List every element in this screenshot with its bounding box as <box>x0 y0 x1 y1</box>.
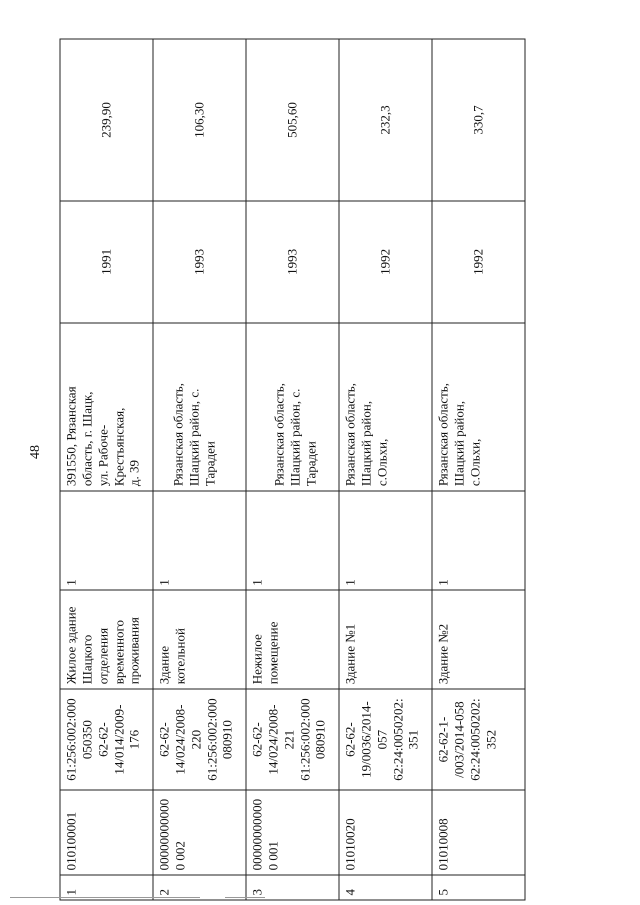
cadastral-line: 176 <box>126 729 142 749</box>
name-line: Шацкого <box>78 634 94 684</box>
name-line: Жилое здание <box>63 606 78 684</box>
area-cell: 232,3 <box>339 39 432 201</box>
name-line: Здание №1 <box>342 623 357 684</box>
cadastral-line: 62-62-1- <box>435 716 450 762</box>
quantity-cell: 1 <box>153 490 246 590</box>
row-number-cell: 5 <box>432 874 525 899</box>
address-line: ул. Рабоче- <box>94 424 110 486</box>
row-number-cell: 4 <box>339 874 432 899</box>
address-line: Рязанская область, <box>342 382 357 486</box>
cadastral-number-cell <box>246 688 339 790</box>
address-line: 391550, Рязанская <box>63 385 78 486</box>
cadastral-line: 14/024/2008- <box>264 704 280 775</box>
object-name-cell <box>60 590 153 689</box>
property-table-container <box>59 38 524 900</box>
inventory-code-cell: 01010008 <box>432 790 525 874</box>
inventory-code-cell: 000000000000 002 <box>153 790 246 874</box>
address-line: с.Ольхи, <box>373 438 389 486</box>
cadastral-line: 080910 <box>219 719 235 759</box>
table-row <box>60 39 153 900</box>
area-cell: 239,90 <box>60 39 153 201</box>
cadastral-line: 62-62- <box>94 721 110 757</box>
rotated-table <box>59 38 524 900</box>
address-line: Рязанская область, <box>170 382 185 486</box>
cadastral-line: 221 <box>280 729 296 749</box>
address-cell <box>339 322 432 490</box>
table-row <box>246 39 339 900</box>
row-number-cell: 3 <box>246 874 339 899</box>
address-block <box>249 327 319 486</box>
object-name-cell <box>339 590 432 689</box>
cadastral-line: 62:24:0050202: <box>389 697 405 781</box>
row-number-cell: 1 <box>60 874 153 899</box>
inventory-code-cell: 010100001 <box>60 790 153 874</box>
cadastral-line: 61:256:002:000 <box>63 697 78 781</box>
address-line: область, г. Шацк, <box>78 390 94 486</box>
cadastral-line: 080910 <box>312 719 328 759</box>
table-body <box>60 39 525 900</box>
table-row <box>432 39 525 900</box>
area-cell: 330,7 <box>432 39 525 201</box>
name-line: Здание №2 <box>435 623 450 684</box>
address-cell <box>246 322 339 490</box>
address-line: д. 39 <box>126 459 142 486</box>
area-cell: 505,60 <box>246 39 339 201</box>
row-number-cell: 2 <box>153 874 246 899</box>
address-line: Крестьянская, <box>110 407 126 486</box>
object-name-cell <box>246 590 339 689</box>
object-name-cell <box>432 590 525 689</box>
cadastral-line: 057 <box>373 729 389 749</box>
cadastral-line: 351 <box>405 729 421 749</box>
cadastral-line: 14/014/2009- <box>110 704 126 775</box>
scan-mark <box>10 897 200 898</box>
name-line: проживания <box>126 616 142 684</box>
page-number: 48 <box>28 445 43 459</box>
year-cell: 1993 <box>246 200 339 322</box>
quantity-cell: 1 <box>246 490 339 590</box>
year-cell: 1993 <box>153 200 246 322</box>
address-cell <box>60 322 153 490</box>
property-table <box>59 38 525 900</box>
object-name-cell <box>153 590 246 689</box>
cadastral-line: /003/2014-058 <box>450 700 466 778</box>
address-line: Шацкий район, <box>450 400 466 486</box>
address-line: Шацкий район, с. <box>286 388 302 486</box>
name-line: Здание <box>156 645 171 684</box>
cadastral-line: 62:24:0050202: <box>466 697 482 781</box>
address-line: Тарадеи <box>201 440 217 486</box>
address-line: с.Ольхи, <box>466 438 482 486</box>
quantity-cell: 1 <box>432 490 525 590</box>
address-line: Шацкий район, <box>357 400 373 486</box>
cadastral-line: 62-62- <box>156 721 171 757</box>
address-cell <box>432 322 525 490</box>
scan-edge-marks <box>0 896 640 900</box>
cadastral-line: 61:256:002:000 <box>296 697 312 781</box>
cadastral-line: 050350 <box>78 719 94 759</box>
year-cell: 1992 <box>432 200 525 322</box>
cadastral-line: 352 <box>482 729 498 749</box>
inventory-code-cell: 000000000000 001 <box>246 790 339 874</box>
cadastral-line: 62-62- <box>249 721 264 757</box>
scan-mark <box>225 897 265 898</box>
name-line: котельной <box>171 627 187 684</box>
cadastral-line: 62-62- <box>342 721 357 757</box>
year-cell: 1992 <box>339 200 432 322</box>
name-line: временного <box>110 619 126 684</box>
address-block <box>156 327 218 486</box>
address-cell <box>153 322 246 490</box>
cadastral-number-cell <box>153 688 246 790</box>
name-line: Нежилое <box>249 633 264 684</box>
table-row <box>153 39 246 900</box>
area-cell: 106,30 <box>153 39 246 201</box>
address-line: Рязанская область, <box>271 382 286 486</box>
address-line: Рязанская область, <box>435 382 450 486</box>
address-line: Шацкий район, с. <box>185 388 201 486</box>
cadastral-line: 61:256:002:000 <box>203 697 219 781</box>
quantity-cell: 1 <box>339 490 432 590</box>
cadastral-number-cell <box>339 688 432 790</box>
year-cell: 1991 <box>60 200 153 322</box>
quantity-cell: 1 <box>60 490 153 590</box>
cadastral-line: 220 <box>187 729 203 749</box>
cadastral-line: 19/0036/2014- <box>357 700 373 778</box>
cadastral-number-cell <box>432 688 525 790</box>
cadastral-number-cell <box>60 688 153 790</box>
name-line: помещение <box>264 621 280 684</box>
inventory-code-cell: 01010020 <box>339 790 432 874</box>
table-row <box>339 39 432 900</box>
cadastral-line: 14/024/2008- <box>171 704 187 775</box>
name-line: отделения <box>94 627 110 684</box>
address-line: Тарадеи <box>302 440 318 486</box>
